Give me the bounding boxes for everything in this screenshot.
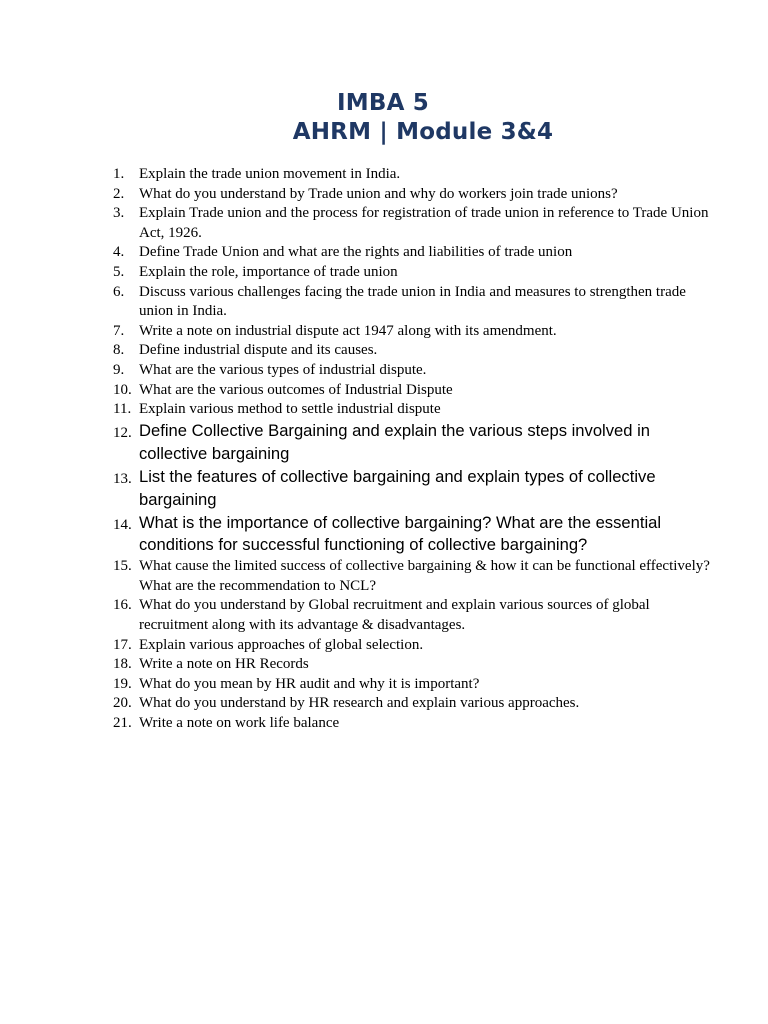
question-item — [113, 675, 713, 695]
question-text: What is the importance of collective bargaining? What are the essential conditions for successful functioning of collective bargaining? — [139, 512, 662, 555]
question-item — [113, 694, 713, 714]
question-text: What are the various types of industrial dispute. — [139, 361, 427, 378]
question-item — [113, 263, 713, 283]
question-number: 17. — [113, 636, 132, 653]
question-item — [113, 322, 713, 342]
question-item — [113, 596, 713, 635]
question-number: 16. — [113, 597, 132, 614]
question-text: What do you understand by HR research and explain various approaches. — [139, 695, 580, 712]
question-number: 20. — [113, 695, 132, 712]
question-text: Write a note on work life balance — [139, 715, 340, 732]
question-text: Write a note on HR Records — [139, 656, 309, 673]
question-item — [113, 466, 713, 511]
question-text: Explain Trade union and the process for registration of trade union in reference to Trade Union Act, 1926. — [139, 205, 709, 241]
question-text: Discuss various challenges facing the trade union in India and measures to strengthen trade union in India. — [139, 283, 686, 320]
question-text: List the features of collective bargaining and explain types of collective bargaining — [139, 466, 656, 509]
question-item — [113, 512, 713, 557]
question-number: 8. — [113, 342, 125, 359]
question-item — [113, 204, 713, 243]
question-text: What are the various outcomes of Industrial Dispute — [139, 381, 453, 398]
question-number: 19. — [113, 675, 132, 692]
question-text: Explain the role, importance of trade union — [139, 263, 398, 280]
question-number: 10. — [113, 381, 132, 398]
question-item — [113, 361, 713, 381]
question-number: 1. — [113, 166, 125, 182]
question-item — [113, 185, 713, 205]
question-number: 15. — [113, 558, 132, 575]
question-number: 21. — [113, 715, 132, 732]
question-text: What cause the limited success of collective bargaining & how it can be functional effectively? What are the recommendation to NCL? — [139, 558, 710, 594]
question-item — [113, 655, 713, 675]
question-number: 6. — [113, 283, 125, 300]
question-text: Explain various approaches of global selection. — [139, 636, 424, 653]
question-item — [113, 714, 713, 734]
question-number: 7. — [113, 322, 125, 339]
question-number: 4. — [113, 244, 125, 261]
question-item — [113, 283, 713, 322]
question-text: Explain various method to settle industrial dispute — [139, 401, 441, 418]
question-number: 12. — [113, 425, 132, 442]
document-subtitle: AHRM | Module 3&4 — [292, 119, 554, 145]
question-number: 9. — [113, 361, 125, 378]
question-item — [113, 243, 713, 263]
question-item — [113, 165, 713, 185]
question-text: What do you mean by HR audit and why it is important? — [139, 675, 480, 692]
document-title: IMBA 5 — [337, 90, 429, 116]
question-text: Write a note on industrial dispute act 1947 along with its amendment. — [139, 322, 557, 339]
question-number: 13. — [113, 470, 132, 487]
question-item — [113, 381, 713, 401]
question-number: 2. — [113, 185, 125, 202]
question-list — [113, 165, 713, 734]
question-number: 3. — [113, 205, 125, 222]
question-item — [113, 420, 713, 465]
question-text: Define industrial dispute and its causes. — [139, 342, 378, 359]
question-text: Define Collective Bargaining and explain the various steps involved in collective bargaining — [139, 421, 651, 463]
question-item — [113, 400, 713, 420]
question-item — [113, 636, 713, 656]
question-item — [113, 557, 713, 596]
question-text: Define Trade Union and what are the rights and liabilities of trade union — [139, 244, 573, 261]
question-number: 18. — [113, 656, 132, 673]
question-item — [113, 341, 713, 361]
question-text: What do you understand by Global recruitment and explain various sources of global recruitment along with its advantage & disadvantages. — [139, 597, 650, 634]
question-text: What do you understand by Trade union and why do workers join trade unions? — [139, 185, 618, 202]
question-number: 11. — [113, 401, 132, 418]
question-number: 5. — [113, 263, 125, 280]
question-text: Explain the trade union movement in India. — [139, 166, 401, 182]
question-number: 14. — [113, 516, 132, 533]
